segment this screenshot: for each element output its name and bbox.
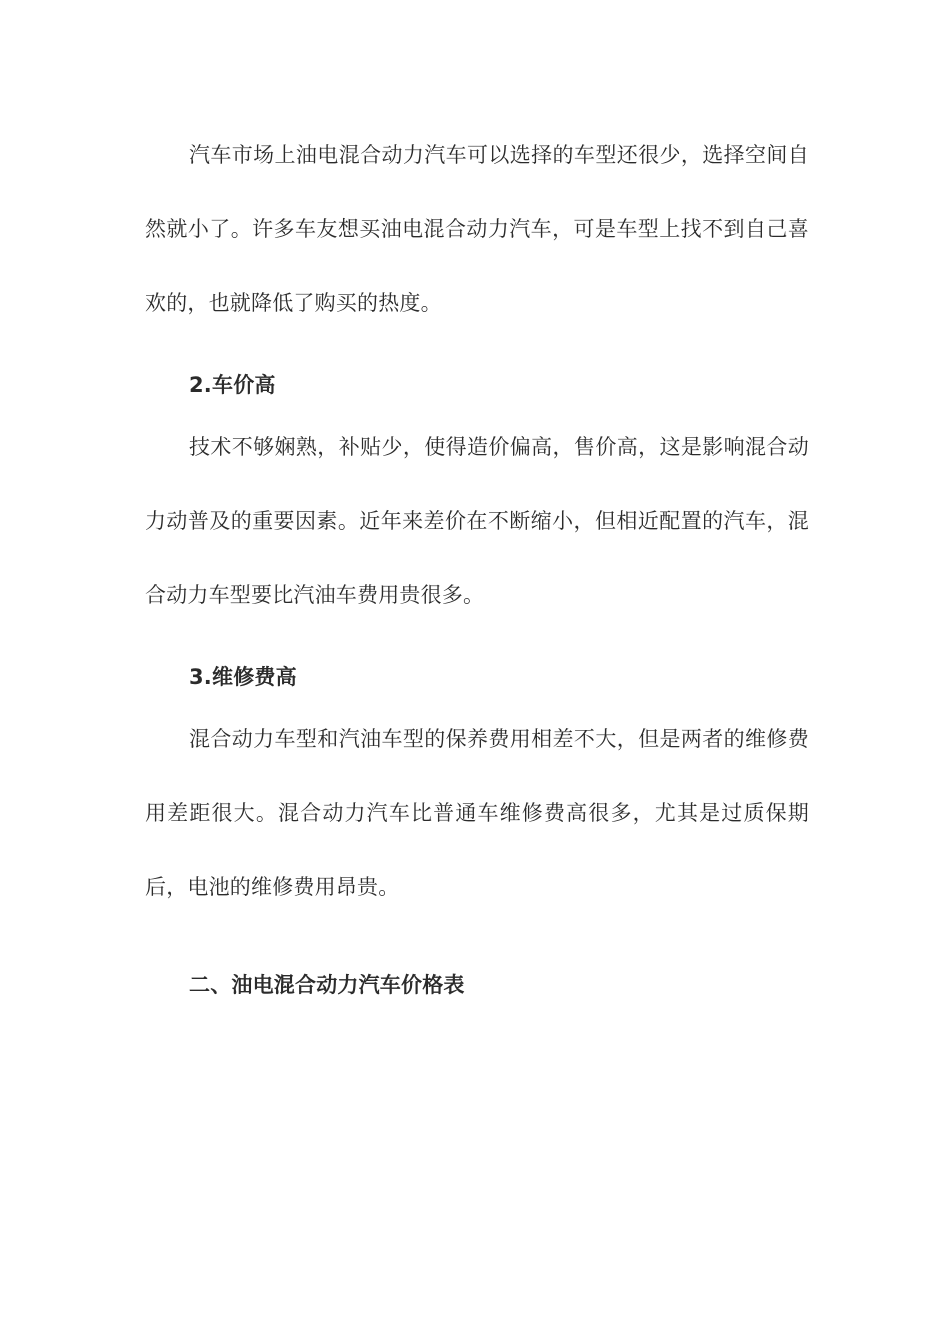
paragraph-limited-models: 汽车市场上油电混合动力汽车可以选择的车型还很少，选择空间自然就小了。许多车友想买油电混合动力汽车，可是车型上找不到自己喜欢的，也就降低了购买的热度。 xyxy=(145,143,809,315)
document-body xyxy=(145,130,809,1022)
section-title-price-table: 二、油电混合动力汽车价格表 xyxy=(189,973,465,997)
paragraph-high-price: 技术不够娴熟，补贴少，使得造价偏高，售价高，这是影响混合动力动普及的重要因素。近年来差价在不断缩小，但相近配置的汽车，混合动力车型要比汽油车费用贵很多。 xyxy=(145,435,809,607)
paragraph-high-repair-cost: 混合动力车型和汽油车型的保养费用相差不大，但是两者的维修费用差距很大。混合动力汽车比普通车维修费高很多，尤其是过质保期后，电池的维修费用昂贵。 xyxy=(145,727,809,899)
heading-high-repair-cost: 3.维修费高 xyxy=(189,665,297,689)
heading-high-price: 2.车价高 xyxy=(189,373,276,397)
